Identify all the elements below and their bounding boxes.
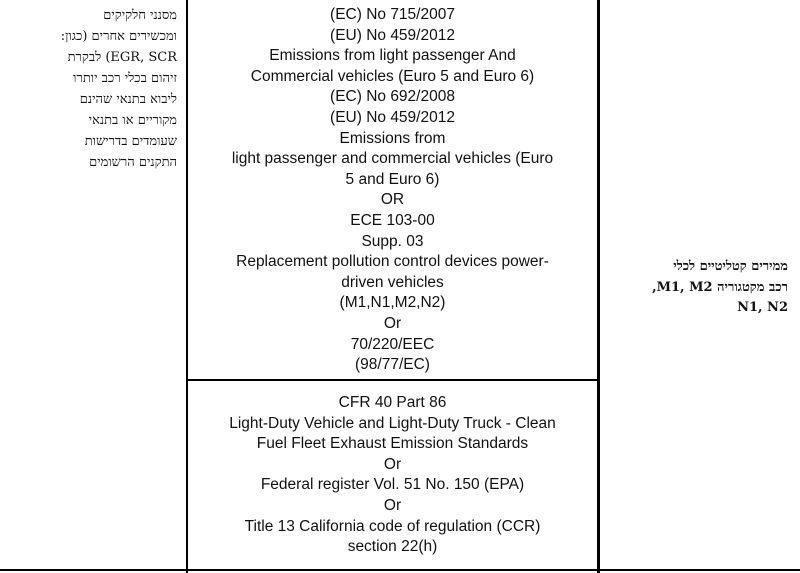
devices-line: מסנני חלקיקים [103,8,177,23]
table-border-mid-col [597,0,600,573]
category-line: רכב מקטגוריה M1, M2, [652,279,788,295]
devices-line: EGR, SCR) לבקרת [67,50,177,65]
standard-line: section 22(h) [347,538,438,556]
devices-line: זיהום בכלי רכב יותרו [73,71,177,86]
devices-line: ומכשירים אחרים (כגון: [60,29,177,44]
standard-line: Supp. 03 [361,232,424,250]
standard-line: Or [383,496,402,514]
devices-line: התקנים הרשומים [89,155,177,170]
standard-line: Commercial vehicles (Euro 5 and Euro 6) [250,67,535,85]
table-border-bottom [0,569,800,571]
standard-line: OR [380,191,405,209]
standards-us-cell [188,393,597,558]
standard-line: Replacement pollution control devices power- [236,253,549,271]
standard-line: 70/220/EEC [350,335,435,353]
standards-eu-cell [188,5,597,376]
standard-line: Emissions from light passenger And [269,47,516,65]
standard-line: 5 and Euro 6) [345,170,440,188]
standard-line: (EU) No 459/2012 [330,26,455,44]
devices-line: מקוריים או בתנאי [88,113,177,128]
standard-line: Emissions from [339,129,446,147]
standard-line: (EU) No 459/2012 [330,108,455,126]
standard-line: CFR 40 Part 86 [338,394,447,411]
standard-line: (98/77/EC) [355,356,430,374]
standard-line: ECE 103-00 [350,211,435,229]
standard-line: Title 13 California code of regulation (CCR) [244,517,541,535]
table-row-divider [187,379,598,381]
devices-line: ליבוא בתנאי שהינם [79,92,177,107]
standard-line: Or [383,314,402,332]
category-cell [603,257,788,319]
standard-line: Light-Duty Vehicle and Light-Duty Truck - Clean [229,414,556,432]
standard-line: Or [383,455,402,473]
devices-line: שעומדים בדרישות [84,134,177,149]
category-line: N1, N2 [737,300,788,315]
devices-cell [0,5,177,173]
standard-line: light passenger and commercial vehicles (Euro [231,150,554,168]
standard-line: (EC) No 715/2007 [330,6,455,23]
standard-line: Federal register Vol. 51 No. 150 (EPA) [260,476,525,494]
category-line: ממירים קטליטיים לכלי [673,259,788,274]
standard-line: driven vehicles [341,273,444,291]
standard-line: (M1,N1,M2,N2) [339,294,446,312]
standard-line: (EC) No 692/2008 [330,88,455,106]
standard-line: Fuel Fleet Exhaust Emission Standards [256,435,529,453]
